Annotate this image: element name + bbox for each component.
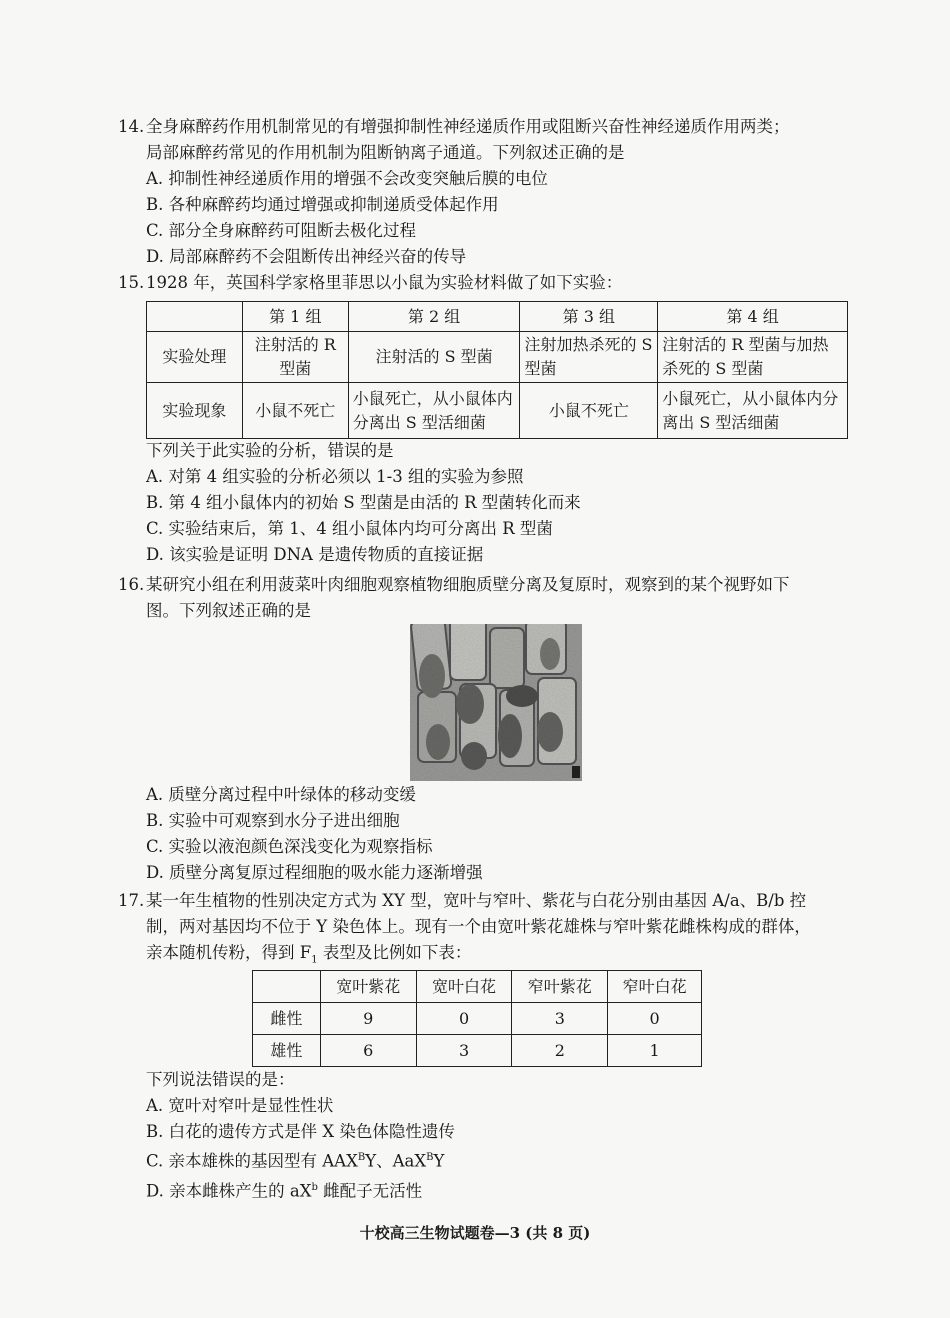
table-cell: 小鼠不死亡 [242,383,348,439]
option-a: A. 宽叶对窄叶是显性性状 [146,1096,334,1115]
table-cell: 1 [608,1035,702,1067]
question-number: 16. [118,575,145,594]
experiment-table [146,301,848,439]
option-a: A. 对第 4 组实验的分析必须以 1-3 组的实验为参照 [146,467,524,486]
stem-text: 亲本随机传粉，得到 F [146,943,312,962]
option-text: 雌配子无活性 [317,1181,423,1200]
table-cell: 雄性 [253,1035,321,1067]
table-header: 宽叶紫花 [320,971,416,1003]
table-cell: 实验现象 [147,383,243,439]
option-c: C. 部分全身麻醉药可阻断去极化过程 [146,221,417,240]
table-cell: 3 [416,1035,512,1067]
table-cell: 9 [320,1003,416,1035]
table-header: 宽叶白花 [416,971,512,1003]
table-cell: 3 [512,1003,608,1035]
option-d: D. 该实验是证明 DNA 是遗传物质的直接证据 [146,545,484,564]
question-stem-cont: 制，两对基因均不位于 Y 染色体上。现有一个由宽叶紫花雄株与窄叶紫花雌株构成的群体， [146,917,811,936]
question-16 [118,572,858,624]
option-d [118,1175,858,1205]
table-cell: 小鼠死亡，从小鼠体内分离出 S 型活细菌 [348,383,520,439]
question-stem: 1928 年，英国科学家格里菲思以小鼠为实验材料做了如下实验： [146,273,623,292]
option-c: C. 实验结束后，第 1、4 组小鼠体内均可分离出 R 型菌 [146,519,553,538]
table-cell: 实验处理 [147,332,243,383]
table-cell: 注射活的 R 型菌 [242,332,348,383]
table-header: 第 1 组 [242,302,348,332]
question-stem-cont [118,940,858,973]
phenotype-table [252,970,702,1067]
table-header: 窄叶紫花 [512,971,608,1003]
question-number: 15. [118,273,145,292]
question-stem-cont: 图。下列叙述正确的是 [146,601,311,620]
option-d: D. 质壁分离复原过程细胞的吸水能力逐渐增强 [146,863,483,882]
option-b: B. 第 4 组小鼠体内的初始 S 型菌是由活的 R 型菌转化而来 [146,493,581,512]
question-17 [118,888,858,973]
question-stem: 全身麻醉药作用机制常见的有增强抑制性神经递质作用或阻断兴奋性神经递质作用两类； [146,117,790,136]
table-header [253,971,321,1003]
option-d: D. 局部麻醉药不会阻断传出神经兴奋的传导 [146,247,467,266]
option-b: B. 白花的遗传方式是伴 X 染色体隐性遗传 [146,1122,455,1141]
question-stem-cont: 局部麻醉药常见的作用机制为阻断钠离子通道。下列叙述正确的是 [146,143,625,162]
table-cell: 小鼠不死亡 [520,383,658,439]
micrograph-image [410,624,582,781]
table-cell: 注射活的 R 型菌与加热杀死的 S 型菌 [658,332,848,383]
option-text: Y [433,1151,445,1171]
superscript: b [311,1181,318,1193]
subscript: 1 [311,954,318,966]
question-15-options [118,438,858,568]
option-a: A. 抑制性神经递质作用的增强不会改变突触后膜的电位 [146,169,548,188]
table-header [147,302,243,332]
question-17-options [118,1067,858,1204]
question-stem: 某一年生植物的性别决定方式为 XY 型，宽叶与窄叶、紫花与白花分别由基因 A/a、B/b 控 [146,891,807,910]
option-b: B. 实验中可观察到水分子进出细胞 [146,811,400,830]
question-prompt: 下列说法错误的是： [146,1070,295,1089]
table-cell: 雌性 [253,1003,321,1035]
page-footer: 十校高三生物试题卷—3 (共 8 页) [359,1224,591,1242]
table-cell: 0 [416,1003,512,1035]
table-cell: 2 [512,1035,608,1067]
table-header: 窄叶白花 [608,971,702,1003]
option-text: C. 亲本雄株的基因型有 AAX [146,1151,358,1171]
stem-text: 表型及比例如下表： [317,943,472,962]
table-header: 第 3 组 [520,302,658,332]
question-14 [118,114,858,270]
question-15 [118,270,858,296]
table-cell: 注射加热杀死的 S 型菌 [520,332,658,383]
table-cell: 注射活的 S 型菌 [348,332,520,383]
option-b: B. 各种麻醉药均通过增强或抑制递质受体起作用 [146,195,499,214]
question-stem: 某研究小组在利用菠菜叶肉细胞观察植物细胞质壁分离及复原时，观察到的某个视野如下 [146,575,790,594]
question-number: 17. [118,891,145,910]
option-text: D. 亲本雌株产生的 aX [146,1181,312,1200]
option-a: A. 质壁分离过程中叶绿体的移动变缓 [146,785,416,804]
option-c [118,1145,858,1175]
table-cell: 0 [608,1003,702,1035]
option-c: C. 实验以液泡颜色深浅变化为观察指标 [146,837,433,856]
question-prompt: 下列关于此实验的分析，错误的是 [146,441,394,460]
superscript: B [426,1152,434,1163]
option-text: Y、AaX [365,1151,427,1171]
table-cell: 6 [320,1035,416,1067]
table-cell: 小鼠死亡，从小鼠体内分离出 S 型活细菌 [658,383,848,439]
question-number: 14. [118,117,145,136]
question-16-options [118,782,858,886]
table-header: 第 4 组 [658,302,848,332]
table-header: 第 2 组 [348,302,520,332]
superscript: B [357,1152,366,1163]
